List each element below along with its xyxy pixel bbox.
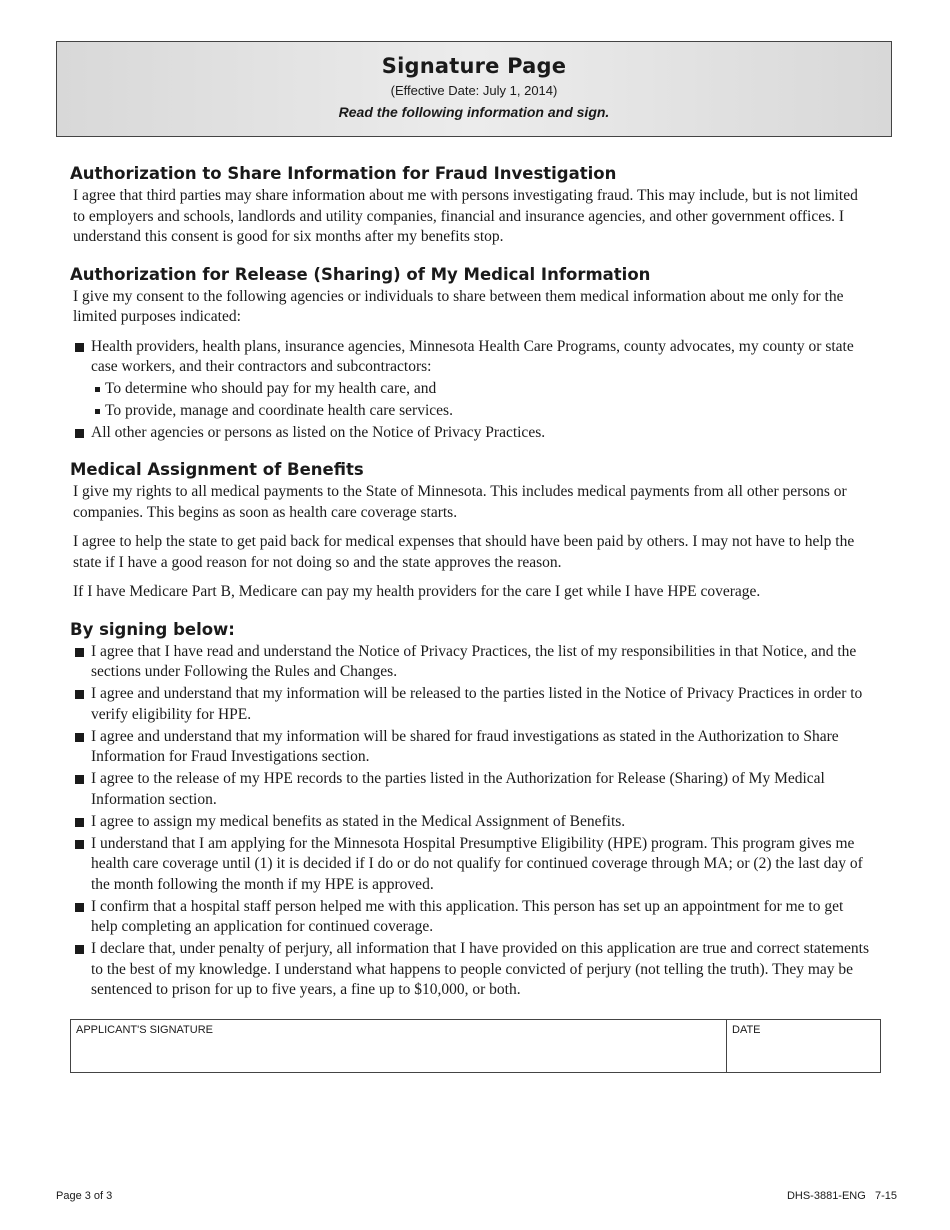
list-item xyxy=(73,939,870,1001)
list-item xyxy=(73,423,870,444)
list-item-text: I confirm that a hospital staff person helped me with this application. This person has set up an appointment for me to get help completing an application for continued coverage. xyxy=(91,897,844,935)
section-heading: By signing below: xyxy=(70,619,235,639)
small-square-bullet-icon xyxy=(95,409,100,414)
list-item xyxy=(73,684,870,725)
list-item xyxy=(73,769,870,810)
date-label: DATE xyxy=(732,1024,761,1036)
paragraph: If I have Medicare Part B, Medicare can pay my health providers for the care I get while I have HPE coverage. xyxy=(73,583,761,600)
list-item xyxy=(73,337,870,422)
square-bullet-icon xyxy=(75,945,84,954)
paragraph: I agree to help the state to get paid back for medical expenses that should have been paid by others. I may not have to help the state if I have a good reason for not doing so and the state approves the reason. xyxy=(73,533,855,571)
square-bullet-icon xyxy=(75,429,84,438)
small-square-bullet-icon xyxy=(95,387,100,392)
list-item xyxy=(73,834,870,896)
page-number: Page 3 of 3 xyxy=(56,1190,113,1202)
bullet-list xyxy=(73,642,870,1001)
list-item-text: I understand that I am applying for the Minnesota Hospital Presumptive Eligibility (HPE) program. This program gives me health care coverage until (1) it is decided if I do or do not qualify for continued coverage through MA; or (2) the last day of the month following the month if my HPE is approved. xyxy=(91,834,863,893)
sub-list-item xyxy=(91,379,870,400)
paragraph: I agree that third parties may share information about me with persons investigating fraud. This may include, but is not limited to employers and schools, landlords and utility companies, financial and insurance agencies, and other government offices. I understand this consent is good for six months after my benefits stop. xyxy=(73,187,858,245)
list-item-text: I agree to the release of my HPE records to the parties listed in the Authorization for Release (Sharing) of My Medical Information section. xyxy=(91,770,825,808)
section xyxy=(70,619,870,1001)
square-bullet-icon xyxy=(75,840,84,849)
bullet-list xyxy=(73,337,870,444)
section xyxy=(70,459,870,603)
list-item-text: All other agencies or persons as listed on the Notice of Privacy Practices. xyxy=(91,423,546,441)
square-bullet-icon xyxy=(75,775,84,784)
document-body xyxy=(70,163,870,1017)
square-bullet-icon xyxy=(75,343,84,352)
sub-list-item-text: To determine who should pay for my health care, and xyxy=(105,379,437,397)
list-item xyxy=(73,727,870,768)
list-item-text: I declare that, under penalty of perjury, all information that I have provided on this application are true and correct statements to the best of my knowledge. I understand what happens to people convicted of perjury (not telling the truth). They may be sentenced to prison for up to five years, a fine up to $10,000, or both. xyxy=(91,940,870,998)
sub-list-item-text: To provide, manage and coordinate health care services. xyxy=(105,401,453,419)
applicant-signature-label: APPLICANT'S SIGNATURE xyxy=(76,1024,213,1036)
list-item xyxy=(73,812,870,833)
section-heading: Authorization for Release (Sharing) of My Medical Information xyxy=(70,264,651,284)
section-heading: Authorization to Share Information for Fraud Investigation xyxy=(70,164,617,183)
square-bullet-icon xyxy=(75,648,84,657)
page-title: Signature Page xyxy=(381,54,567,78)
sub-list-item xyxy=(91,401,870,422)
paragraph: I give my rights to all medical payments to the State of Minnesota. This includes medical payments from all other persons or companies. This begins as soon as health care coverage starts. xyxy=(73,483,847,521)
section-heading: Medical Assignment of Benefits xyxy=(70,460,364,479)
header-box xyxy=(56,41,892,137)
square-bullet-icon xyxy=(75,690,84,699)
list-item-text: I agree that I have read and understand the Notice of Privacy Practices, the list of my responsibilities in that Notice, and the sections under Following the Rules and Changes. xyxy=(91,642,857,680)
list-item-text: I agree to assign my medical benefits as stated in the Medical Assignment of Benefits. xyxy=(91,812,626,830)
section xyxy=(70,264,870,444)
effective-date: (Effective Date: July 1, 2014) xyxy=(390,83,558,98)
signature-box xyxy=(70,1019,881,1073)
list-item-text: Health providers, health plans, insurance agencies, Minnesota Health Care Programs, county advocates, my county or state case workers, and their contractors and subcontractors: xyxy=(91,337,854,375)
list-item xyxy=(73,897,870,938)
square-bullet-icon xyxy=(75,733,84,742)
instruction-text: Read the following information and sign. xyxy=(338,104,610,120)
square-bullet-icon xyxy=(75,903,84,912)
list-item-text: I agree and understand that my information will be released to the parties listed in the Notice of Privacy Practices in order to verify eligibility for HPE. xyxy=(91,685,863,723)
list-item xyxy=(73,642,870,683)
list-item-text: I agree and understand that my information will be shared for fraud investigations as stated in the Authorization to Share Information for Fraud Investigations section. xyxy=(91,727,839,765)
paragraph: I give my consent to the following agencies or individuals to share between them medical information about me only for the limited purposes indicated: xyxy=(73,287,844,325)
form-id: DHS-3881-ENG 7-15 xyxy=(786,1190,897,1202)
square-bullet-icon xyxy=(75,818,84,827)
section xyxy=(70,163,870,248)
date-field[interactable] xyxy=(727,1020,880,1072)
sub-bullet-list xyxy=(91,379,870,422)
applicant-signature-field[interactable] xyxy=(71,1020,727,1072)
